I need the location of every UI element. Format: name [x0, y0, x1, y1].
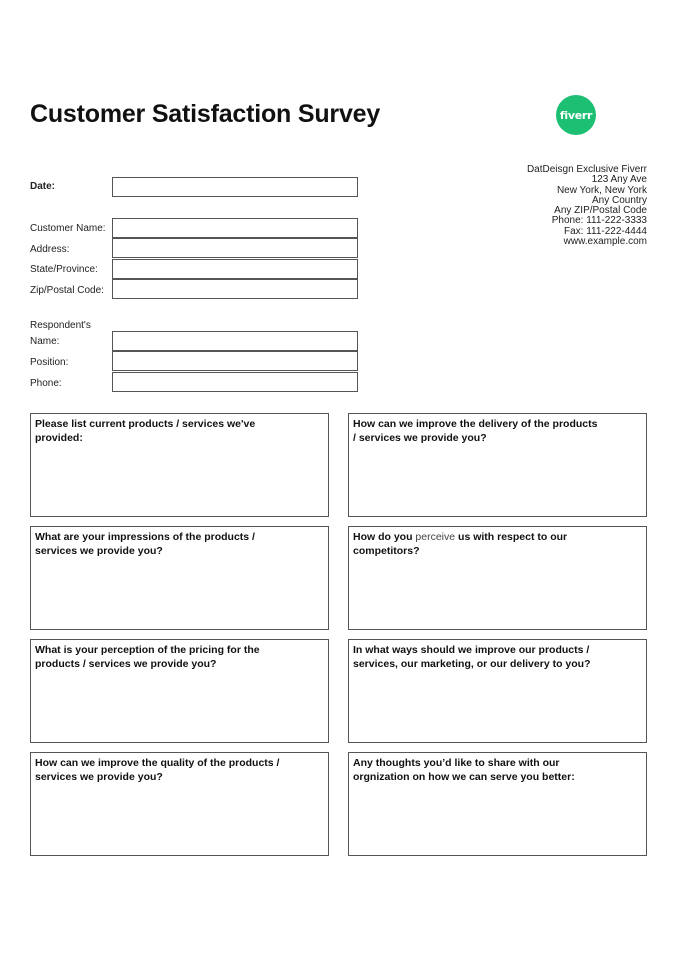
question-text: How can we improve the delivery of the products / services we provide you? [353, 418, 598, 444]
customer-name-label: Customer Name: [30, 223, 106, 234]
question-box-competitors[interactable] [348, 526, 647, 630]
question-text-part2: perceive [415, 531, 456, 543]
company-fax: Fax: 111-222-4444 [563, 225, 647, 237]
company-street: 123 Any Ave [591, 174, 647, 186]
company-city: New York, New York [556, 184, 647, 196]
fiverr-logo [556, 95, 596, 135]
company-website: www.example.com [563, 236, 647, 248]
question-box-pricing[interactable] [30, 639, 329, 743]
address-label: Address: [30, 244, 70, 255]
phone-label: Phone: [30, 378, 62, 389]
company-phone: Phone: 111-222-3333 [551, 215, 647, 227]
respondent-label-line2: Name: [30, 336, 60, 347]
question-text-part3: us with respect to our competitors? [353, 531, 568, 557]
question-text: What is your perception of the pricing for the products / services we provide you? [35, 644, 260, 670]
date-field[interactable] [112, 177, 358, 197]
question-text: Please list current products / services we've provided: [35, 418, 256, 444]
page-title: Customer Satisfaction Survey [30, 100, 381, 128]
company-name: DatDeisgn Exclusive Fiverr [526, 164, 647, 175]
date-label: Date: [30, 181, 56, 192]
question-text [353, 530, 603, 558]
position-label: Position: [30, 357, 69, 368]
position-field[interactable] [112, 351, 358, 371]
question-text-part1: How do you [353, 531, 416, 543]
company-address-block [527, 165, 647, 247]
respondent-name-field[interactable] [112, 331, 358, 351]
question-box-quality[interactable] [30, 752, 329, 856]
question-text: In what ways should we improve our products / services, our marketing, or our delivery to you? [353, 644, 591, 670]
question-text: What are your impressions of the products / services we provide you? [35, 531, 255, 557]
question-box-improve-delivery[interactable] [348, 413, 647, 517]
address-field[interactable] [112, 238, 358, 258]
zip-label: Zip/Postal Code: [30, 285, 104, 296]
question-box-current-products[interactable] [30, 413, 329, 517]
logo-text: fiverr [559, 108, 593, 122]
state-label: State/Province: [30, 264, 98, 275]
customer-name-field[interactable] [112, 218, 358, 238]
company-zip: Any ZIP/Postal Code [554, 205, 647, 217]
question-box-thoughts[interactable] [348, 752, 647, 856]
question-text: Any thoughts you’d like to share with our orgnization on how we can serve you better: [353, 757, 575, 783]
question-box-impressions[interactable] [30, 526, 329, 630]
state-field[interactable] [112, 259, 358, 279]
phone-field[interactable] [112, 372, 358, 392]
question-text: How can we improve the quality of the products / services we provide you? [35, 757, 280, 783]
question-box-improve-ways[interactable] [348, 639, 647, 743]
zip-field[interactable] [112, 279, 358, 299]
respondent-label-line1: Respondent's [30, 320, 91, 331]
company-country: Any Country [591, 194, 647, 206]
